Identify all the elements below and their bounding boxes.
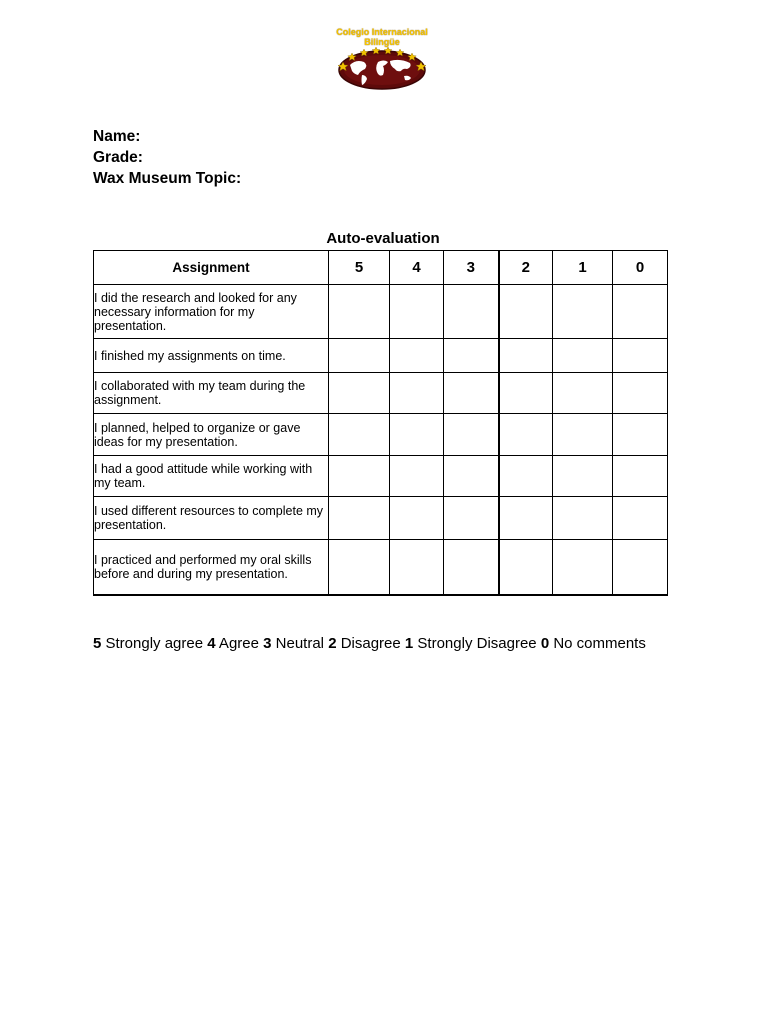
table-row xyxy=(94,414,668,456)
rating-cell[interactable] xyxy=(613,339,668,373)
rating-cell[interactable] xyxy=(329,414,390,456)
logo-school-subtitle: Bilingüe xyxy=(364,37,400,47)
rating-cell[interactable] xyxy=(390,540,444,595)
rating-cell[interactable] xyxy=(553,285,613,339)
legend-score: 0 xyxy=(540,635,550,652)
header-score-3: 3 xyxy=(444,251,499,285)
legend-text: Neutral xyxy=(271,635,329,652)
legend-text: Agree xyxy=(215,635,264,652)
student-info xyxy=(93,126,241,189)
rating-cell[interactable] xyxy=(613,540,668,595)
row-statement: I used different resources to complete my presentation. xyxy=(94,497,329,540)
rating-cell[interactable] xyxy=(613,456,668,497)
rating-cell[interactable] xyxy=(613,414,668,456)
legend-text: No comments xyxy=(549,635,646,652)
table-row xyxy=(94,373,668,414)
rating-cell[interactable] xyxy=(613,497,668,540)
rating-cell[interactable] xyxy=(390,497,444,540)
legend-text: Strongly agree xyxy=(101,635,208,652)
rating-cell[interactable] xyxy=(329,339,390,373)
rating-cell[interactable] xyxy=(329,373,390,414)
rating-cell[interactable] xyxy=(553,456,613,497)
rating-cell[interactable] xyxy=(329,540,390,595)
row-statement: I had a good attitude while working with my team. xyxy=(94,456,329,497)
rating-cell[interactable] xyxy=(444,540,499,595)
topic-label: Wax Museum Topic: xyxy=(93,170,242,187)
header-score-1: 1 xyxy=(553,251,613,285)
rating-cell[interactable] xyxy=(499,414,553,456)
row-statement: I practiced and performed my oral skills before and during my presentation. xyxy=(94,540,329,595)
grade-label: Grade: xyxy=(93,149,143,166)
row-statement: I planned, helped to organize or gave ideas for my presentation. xyxy=(94,414,329,456)
header-score-5: 5 xyxy=(329,251,390,285)
auto-evaluation-table xyxy=(93,250,668,596)
legend-text: Strongly Disagree xyxy=(413,635,541,652)
row-statement: I did the research and looked for any necessary information for my presentation. xyxy=(94,285,329,339)
rating-cell[interactable] xyxy=(329,285,390,339)
rating-cell[interactable] xyxy=(390,339,444,373)
header-score-2: 2 xyxy=(499,251,553,285)
rating-cell[interactable] xyxy=(553,339,613,373)
legend-score: 5 xyxy=(93,635,102,652)
rating-cell[interactable] xyxy=(553,373,613,414)
school-logo xyxy=(326,24,438,90)
row-statement: I finished my assignments on time. xyxy=(94,339,329,373)
rating-cell[interactable] xyxy=(499,456,553,497)
name-label: Name: xyxy=(93,128,141,145)
rating-cell[interactable] xyxy=(499,285,553,339)
rating-cell[interactable] xyxy=(553,414,613,456)
rating-cell[interactable] xyxy=(444,456,499,497)
logo-school-name: Colegio Internacional xyxy=(336,27,428,37)
table-row xyxy=(94,497,668,540)
rating-cell[interactable] xyxy=(329,497,390,540)
table-row xyxy=(94,540,668,595)
rating-cell[interactable] xyxy=(553,540,613,595)
rating-cell[interactable] xyxy=(499,339,553,373)
header-score-0: 0 xyxy=(613,251,668,285)
rating-cell[interactable] xyxy=(390,285,444,339)
table-header-row xyxy=(94,251,668,285)
rating-cell[interactable] xyxy=(390,373,444,414)
rating-cell[interactable] xyxy=(444,285,499,339)
rating-cell[interactable] xyxy=(444,339,499,373)
rating-cell[interactable] xyxy=(499,497,553,540)
table-row xyxy=(94,339,668,373)
rating-cell[interactable] xyxy=(444,414,499,456)
rating-cell[interactable] xyxy=(390,414,444,456)
table-row xyxy=(94,285,668,339)
header-assignment: Assignment xyxy=(94,251,329,285)
rating-cell[interactable] xyxy=(613,373,668,414)
legend-text: Disagree xyxy=(336,635,405,652)
rating-cell[interactable] xyxy=(553,497,613,540)
rating-cell[interactable] xyxy=(499,540,553,595)
rating-legend xyxy=(93,634,646,654)
row-statement: I collaborated with my team during the assignment. xyxy=(94,373,329,414)
legend-score: 1 xyxy=(404,635,414,652)
rating-cell[interactable] xyxy=(444,497,499,540)
table-row xyxy=(94,456,668,497)
legend-score: 4 xyxy=(207,635,216,652)
rating-cell[interactable] xyxy=(613,285,668,339)
legend-score: 3 xyxy=(263,635,272,652)
header-score-4: 4 xyxy=(390,251,444,285)
rating-cell[interactable] xyxy=(329,456,390,497)
rating-cell[interactable] xyxy=(444,373,499,414)
legend-score: 2 xyxy=(328,635,337,652)
rating-cell[interactable] xyxy=(390,456,444,497)
table-title: Auto-evaluation xyxy=(326,230,440,247)
rating-cell[interactable] xyxy=(499,373,553,414)
